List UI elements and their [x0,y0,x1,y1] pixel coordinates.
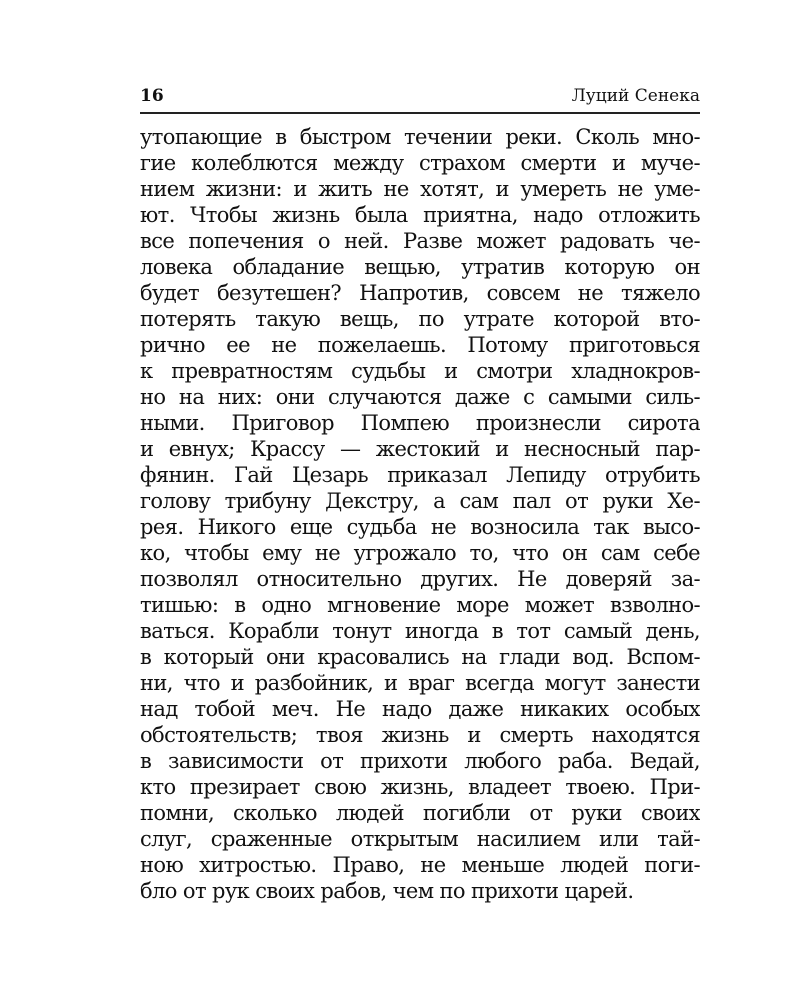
text-line: ловека обладание вещью, утратив которую он [140,255,700,279]
text-line: обстоятельств; твоя жизнь и смерть находятся [140,723,700,747]
page-number: 16 [140,86,164,106]
text-line: тишью: в одно мгновение море может взволно- [140,593,700,617]
running-head [140,82,700,110]
text-line: но на них: они случаются даже с самыми силь- [140,385,700,409]
text-line: нием жизни: и жить не хотят, и умереть не уме- [140,177,700,201]
text-line: голову трибуну Декстру, а сам пал от руки Хе- [140,489,700,513]
text-line: фянин. Гай Цезарь приказал Лепиду отрубить [140,463,700,487]
text-line: все попечения о ней. Разве может радовать че- [140,229,700,253]
header-rule [140,112,700,114]
text-line: к превратностям судьбы и смотри хладнокров- [140,359,700,383]
text-line: ными. Приговор Помпею произнесли сирота [140,411,700,435]
text-line: бло от рук своих рабов, чем по прихоти царей. [140,879,634,903]
text-line: утопающие в быстром течении реки. Сколь мно- [140,125,700,149]
text-line: ют. Чтобы жизнь была приятна, надо отложить [140,203,700,227]
text-line: над тобой меч. Не надо даже никаких особых [140,697,700,721]
text-line: ваться. Корабли тонут иногда в тот самый день, [140,619,700,643]
text-line: в который они красовались на глади вод. Вспом- [140,645,700,669]
text-line: слуг, сраженные открытым насилием или тай- [140,827,700,851]
text-line: гие колеблются между страхом смерти и муче- [140,151,700,175]
text-line: позволял относительно других. Не доверяй за- [140,567,700,591]
text-line: ни, что и разбойник, и враг всегда могут занести [140,671,700,695]
text-line: и евнух; Крассу — жестокий и несносный пар- [140,437,700,461]
text-line: в зависимости от прихоти любого раба. Ведай, [140,749,700,773]
running-title-author: Луций Сенека [571,86,700,106]
body-text [140,124,700,904]
text-line: ною хитростью. Право, не меньше людей поги- [140,853,700,877]
text-line: рично ее не пожелаешь. Потому приготовься [140,333,700,357]
text-line: потерять такую вещь, по утрате которой вто- [140,307,700,331]
text-line: будет безутешен? Напротив, совсем не тяжело [140,281,700,305]
text-line: помни, сколько людей погибли от руки своих [140,801,700,825]
text-line: ко, чтобы ему не угрожало то, что он сам себе [140,541,700,565]
text-line: кто презирает свою жизнь, владеет твоею. При- [140,775,700,799]
text-line: рея. Никого еще судьба не возносила так высо- [140,515,700,539]
